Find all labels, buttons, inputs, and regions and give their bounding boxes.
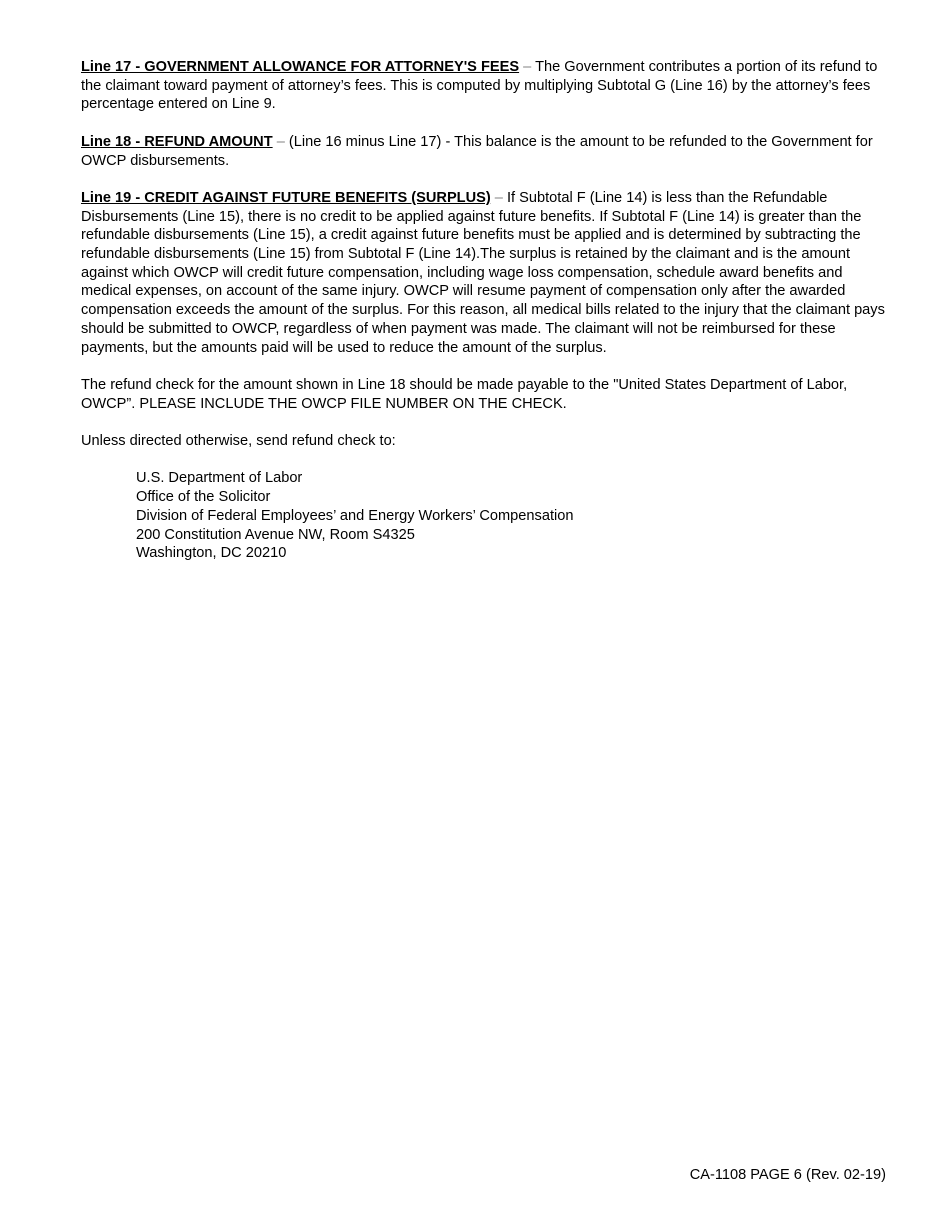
- line-19-heading: Line 19 - CREDIT AGAINST FUTURE BENEFITS (SURPLUS): [81, 189, 491, 206]
- line-17-paragraph: [81, 58, 893, 114]
- page-footer: CA-1108 PAGE 6 (Rev. 02-19): [689, 1167, 886, 1183]
- line-17-body: The Government contributes a portion of its refund to the claimant toward payment of attorney’s fees. This is computed by multiplying Subtotal G (Line 16) by the attorney’s fees percentage entered on Line 9.: [81, 59, 878, 113]
- send-instruction: Unless directed otherwise, send refund check to:: [81, 433, 396, 449]
- mailing-address: [136, 469, 893, 563]
- address-line-division: Division of Federal Employees’ and Energy Workers’ Compensation: [136, 507, 574, 524]
- line-18-body: (Line 16 minus Line 17) - This balance is the amount to be refunded to the Government for OWCP disbursements.: [81, 133, 873, 169]
- line-18-heading: Line 18 - REFUND AMOUNT: [81, 133, 273, 150]
- address-line-city: Washington, DC 20210: [136, 545, 287, 562]
- document-page: [81, 58, 893, 563]
- line-19-body: If Subtotal F (Line 14) is less than the Refundable Disbursements (Line 15), there is no credit to be applied against future benefits. If Subtotal F (Line 14) is greater than the refundable disbursements (Line 15), a credit against future benefits must be applied and is determined by subtracting the refundable disbursements (Line 15) from Subtotal F (Line 14).The surplus is retained by the claimant and is the amount against which OWCP will credit future compensation, including wage loss compensation, schedule award benefits and medical expenses, on account of the same injury. OWCP will resume payment of compensation only after the awarded compensation exceeds the amount of the surplus. For this reason, all medical bills related to the injury that the claimant pays should be submitted to OWCP, regardless of when payment was made. The claimant will not be reimbursed for these payments, but the amounts paid will be used to reduce the amount of the surplus.: [81, 189, 885, 356]
- address-line-office: Office of the Solicitor: [136, 489, 271, 506]
- line-17-dash: –: [523, 59, 532, 75]
- line-18-paragraph: [81, 133, 893, 170]
- address-line-department: U.S. Department of Labor: [136, 470, 303, 487]
- refund-instruction: The refund check for the amount shown in Line 18 should be made payable to the "United States Department of Labor, OWCP”. PLEASE INCLUDE THE OWCP FILE NUMBER ON THE CHECK.: [81, 376, 848, 412]
- line-18-dash: –: [276, 133, 285, 150]
- line-19-paragraph: [81, 189, 893, 357]
- address-line-street: 200 Constitution Avenue NW, Room S4325: [136, 526, 415, 543]
- line-17-heading: Line 17 - GOVERNMENT ALLOWANCE FOR ATTORNEY'S FEES: [81, 59, 520, 75]
- line-19-dash: –: [494, 189, 503, 206]
